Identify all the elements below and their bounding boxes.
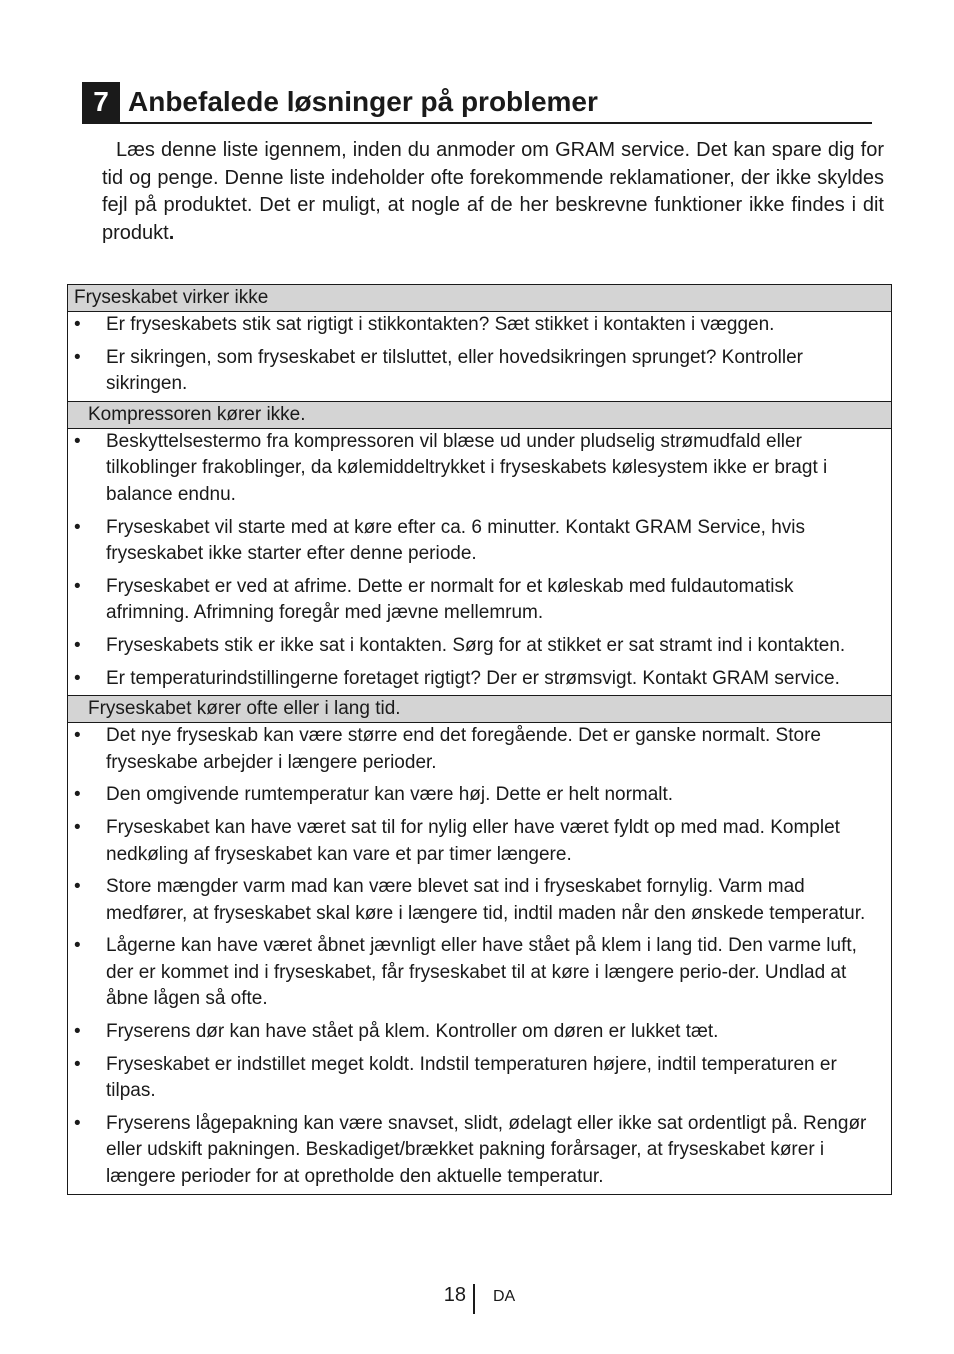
- bullet-icon: •: [74, 575, 81, 597]
- page-footer: [0, 1282, 954, 1316]
- bullet-icon: •: [74, 516, 81, 538]
- bullet-icon: •: [74, 935, 81, 957]
- list-item-text: Fryserens dør kan have stået på klem. Kontroller om døren er lukket tæt.: [106, 1021, 719, 1043]
- list-item: [68, 666, 891, 693]
- list-item-text: Er temperaturindstillingerne foretaget rigtigt? Der er strømsvigt. Kontakt GRAM service.: [106, 667, 840, 689]
- bullet-icon: •: [74, 346, 81, 368]
- list-item: [68, 345, 891, 398]
- list-item-text: Fryseskabet er ved at afrime. Dette er normalt for et køleskab med fuldautomatisk afrimning. Afrimning foregår med jævne mellemrum.: [106, 575, 794, 624]
- list-item-text: Er sikringen, som fryseskabet er tilsluttet, eller hovedsikringen sprunget? Kontroller sikringen.: [106, 346, 803, 395]
- bullet-icon: •: [74, 725, 81, 747]
- list-item: [68, 933, 891, 1013]
- list-item-text: Fryseskabet vil starte med at køre efter ca. 6 minutter. Kontakt GRAM Service, hvis fryseskabet ikke starter efter denne periode.: [106, 516, 806, 565]
- list-item-text: Lågerne kan have været åbnet jævnligt eller have stået på klem i lang tid. Den varme luft, der er kommet ind i fryseskabet, får fryseskabet til at køre i længere perio-der. Undlad at åbne lågen så ofte.: [106, 935, 857, 1010]
- list-item: [68, 723, 891, 776]
- list-item: [68, 874, 891, 927]
- bullet-icon: •: [74, 1112, 81, 1134]
- section-header-compressor-not-running: Kompressoren kører ikke.: [68, 402, 891, 429]
- bullet-icon: •: [74, 1021, 81, 1043]
- section-body-compressor-not-running: [68, 429, 891, 696]
- list-item-text: Beskyttelsestermo fra kompressoren vil blæse ud under pludselig strømudfald eller tilkoblinger frakoblinger, da kølemiddeltrykket i fryseskabets kølesystem ikke er bragt i balance endnu.: [106, 430, 828, 505]
- language-code: DA: [493, 1288, 516, 1305]
- bullet-icon: •: [74, 816, 81, 838]
- intro-paragraph: [102, 137, 884, 247]
- chapter-heading: [82, 82, 872, 124]
- bullet-icon: •: [74, 784, 81, 806]
- section-header-runs-often: Fryseskabet kører ofte eller i lang tid.: [68, 696, 891, 723]
- bullet-icon: •: [74, 1053, 81, 1075]
- list-item: [68, 1111, 891, 1191]
- intro-end-mark: .: [168, 221, 175, 244]
- section-body-freezer-not-working: [68, 312, 891, 402]
- bullet-icon: •: [74, 314, 81, 335]
- list-item: [68, 574, 891, 627]
- bullet-icon: •: [74, 667, 81, 689]
- intro-text: Læs denne liste igennem, inden du anmoder om GRAM service. Det kan spare dig for tid og penge. Denne liste indeholder ofte forekommende reklamationer, der ikke skyldes fejl på produktet. Det er muligt, at nogle af de her beskrevne funktioner ikke findes i dit produkt: [102, 139, 884, 244]
- chapter-title: Anbefalede løsninger på problemer: [128, 86, 598, 117]
- page-number: 18: [443, 1284, 466, 1306]
- list-item: [68, 815, 891, 868]
- list-item: [68, 312, 891, 339]
- list-item-text: Fryseskabet er indstillet meget koldt. Indstil temperaturen højere, indtil temperaturen er tilpas.: [106, 1053, 837, 1102]
- list-item: [68, 1052, 891, 1105]
- bullet-icon: •: [74, 430, 81, 452]
- list-item: [68, 633, 891, 660]
- chapter-number-badge: 7: [82, 82, 120, 124]
- section-body-runs-often: [68, 723, 891, 1194]
- bullet-icon: •: [74, 634, 81, 656]
- list-item: [68, 429, 891, 509]
- list-item-text: Fryseskabet kan have været sat til for nylig eller have været fyldt op med mad. Komplet nedkøling af fryseskabet kan vare et par timer længere.: [106, 816, 840, 865]
- list-item-text: Det nye fryseskab kan være større end det foregående. Det er ganske normalt. Store fryseskabe arbejder i længere perioder.: [106, 725, 821, 773]
- list-item-text: Den omgivende rumtemperatur kan være høj. Dette er helt normalt.: [106, 784, 674, 806]
- list-item-text: Fryseskabets stik er ikke sat i kontakten. Sørg for at stikket er sat stramt ind i kontakten.: [106, 634, 846, 656]
- list-item-text: Store mængder varm mad kan være blevet sat ind i fryseskabet fornylig. Varm mad medfører, at fryseskabet skal køre i længere tid, indtil maden når den ønskede temperatur.: [106, 876, 866, 924]
- troubleshooting-table: [67, 284, 892, 1195]
- list-item: [68, 782, 891, 809]
- list-item: [68, 1019, 891, 1046]
- list-item-text: Er fryseskabets stik sat rigtigt i stikkontakten? Sæt stikket i kontakten i væggen.: [106, 314, 775, 335]
- list-item-text: Fryserens lågepakning kan være snavset, slidt, ødelagt eller ikke sat ordentligt på. Rengør eller udskift pakningen. Beskadiget/brækket pakning forårsager, at fryseskabet kører i længere perioder for at opretholde den aktuelle temperatur.: [106, 1112, 867, 1188]
- bullet-icon: •: [74, 876, 81, 898]
- list-item: [68, 515, 891, 568]
- footer-divider: [473, 1284, 475, 1314]
- section-header-freezer-not-working: Fryseskabet virker ikke: [68, 285, 891, 312]
